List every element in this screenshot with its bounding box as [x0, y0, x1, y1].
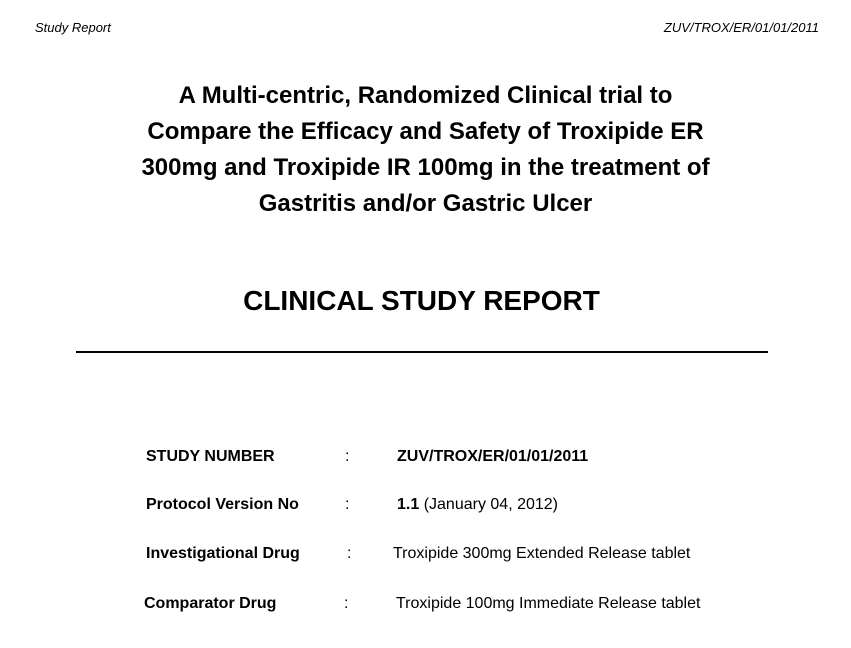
study-title: [60, 78, 791, 222]
version-number: 1.1: [397, 496, 420, 513]
report-title: CLINICAL STUDY REPORT: [243, 285, 600, 316]
field-value: Troxipide 300mg Extended Release tablet: [393, 545, 691, 562]
field-value: Troxipide 100mg Immediate Release tablet: [396, 595, 701, 612]
study-title-line: Compare the Efficacy and Safety of Troxipide ER: [147, 118, 704, 145]
study-title-line: 300mg and Troxipide IR 100mg in the treatment of: [141, 154, 710, 181]
running-header-left: Study Report: [35, 20, 111, 35]
field-separator: :: [347, 545, 352, 562]
running-header-right: ZUV/TROX/ER/01/01/2011: [663, 20, 819, 35]
study-title-line: Gastritis and/or Gastric Ulcer: [258, 190, 593, 217]
field-separator: :: [345, 448, 350, 465]
study-title-line: A Multi-centric, Randomized Clinical trial to: [178, 82, 673, 109]
field-separator: :: [345, 496, 350, 513]
field-label: Investigational Drug: [146, 545, 300, 562]
field-value: [397, 496, 558, 514]
version-date: (January 04, 2012): [419, 496, 558, 513]
field-label: Protocol Version No: [146, 496, 299, 513]
horizontal-rule: [76, 351, 768, 353]
field-label: Comparator Drug: [144, 595, 277, 612]
field-separator: :: [344, 595, 349, 612]
field-value: ZUV/TROX/ER/01/01/2011: [397, 448, 589, 465]
field-label: STUDY NUMBER: [146, 448, 275, 465]
